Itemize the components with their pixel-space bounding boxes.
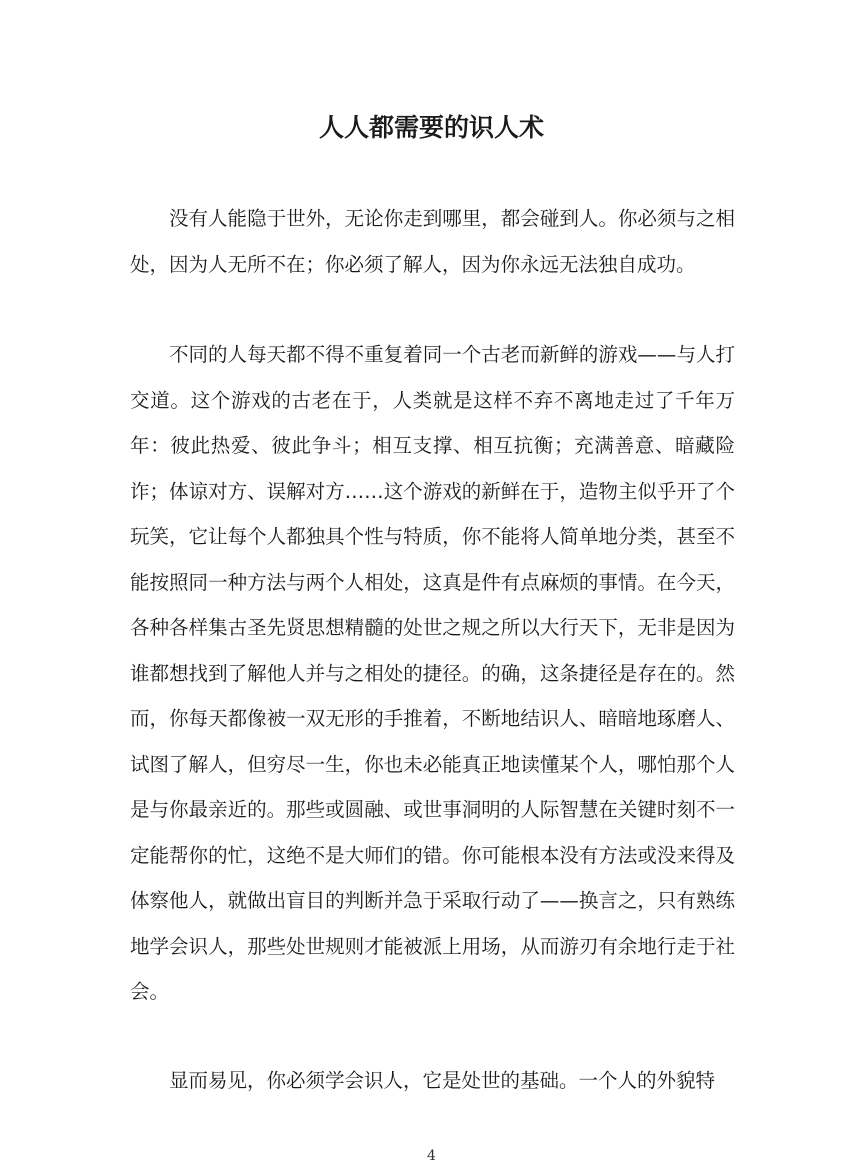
page-number: 4 <box>427 1148 436 1164</box>
paragraph-intro: 没有人能隐于世外，无论你走到哪里，都会碰到人。你必须与之相处，因为人无所不在；你必须了解人，因为你永远无法独自成功。 <box>130 207 735 276</box>
paragraph-main: 不同的人每天都不得不重复着同一个古老而新鲜的游戏——与人打交道。这个游戏的古老在于，人类就是这样不弃不离地走过了千年万年：彼此热爱、彼此争斗；相互支撑、相互抗衡；充满善意、暗藏险诈；体谅对方、误解对方……这个游戏的新鲜在于，造物主似乎开了个玩笑，它让每个人都独具个性与特质，你不能将人简单地分类，甚至不能按照同一种方法与两个人相处，这真是件有点麻烦的事情。在今天，各种各样集古圣先贤思想精髓的处世之规之所以大行天下，无非是因为谁都想找到了解他人并与之相处的捷径。的确，这条捷径是存在的。然而，你每天都像被一双无形的手推着，不断地结识人、暗暗地琢磨人、试图了解人，但穷尽一生，你也未必能真正地读懂某个人，哪怕那个人是与你最亲近的。那些或圆融、或世事洞明的人际智慧在关键时刻不一定能帮你的忙，这绝不是大师们的错。你可能根本没有方法或没来得及体察他人，就做出盲目的判断并急于采取行动了——换言之，只有熟练地学会识人，那些处世规则才能被派上用场，从而游刃有余地行走于社会。 <box>130 343 735 1003</box>
document-title: 人人都需要的识人术 <box>318 113 544 142</box>
paragraph-continued: 显而易见，你必须学会识人，它是处世的基础。一个人的外貌特 <box>169 1069 716 1092</box>
